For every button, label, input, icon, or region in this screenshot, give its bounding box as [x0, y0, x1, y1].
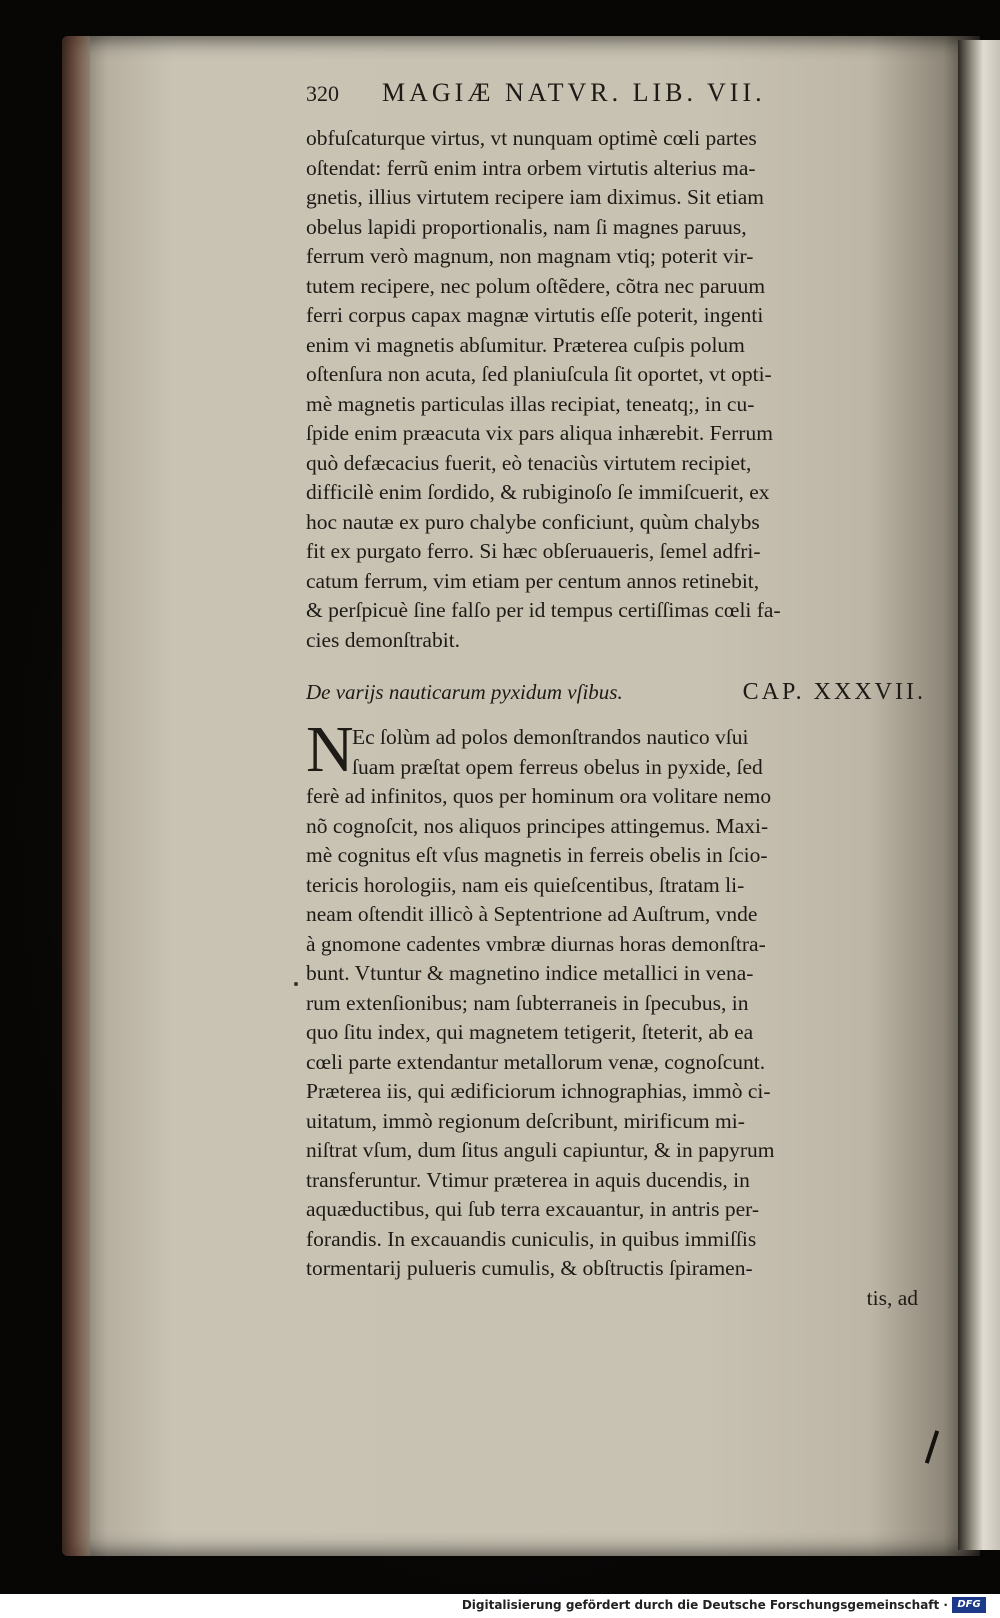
text-line: rum extenſionibus; nam ſubterraneis in ſpecubus, in [306, 990, 749, 1015]
text-line: nõ cognoſcit, nos aliquos principes attingemus. Maxi- [306, 813, 769, 838]
text-line: Præterea iis, qui ædificiorum ichnographias, immò ci- [306, 1079, 771, 1103]
text-line: mè cognitus eſt vſus magnetis in ferreis obelis in ſcio- [306, 843, 768, 867]
text-line: tericis horologiis, nam eis quieſcentibus, ſtratam li- [306, 872, 745, 897]
text-line: ferri corpus capax magnæ virtutis eſſe poterit, ingenti [306, 303, 764, 327]
running-title: MAGIÆ NATVR. LIB. VII. [382, 78, 766, 107]
page-text [306, 78, 926, 1313]
chapter-paragraph [306, 713, 926, 1313]
drop-cap: N [306, 713, 354, 786]
text-line: oſtenſura non acuta, ſed planiuſcula ſit oportet, vt opti- [306, 362, 772, 386]
text-line: enim vi magnetis abſumitur. Præterea cuſpis polum [306, 332, 745, 357]
text-line: transferuntur. Vtimur præterea in aquis ducendis, in [306, 1167, 750, 1192]
binding-edge [62, 36, 90, 1556]
text-line: tormentarij pulueris cumulis, & obſtructis ſpiramen- [306, 1256, 753, 1280]
text-line: ferè ad infinitos, quos per hominum ora volitare nemo [306, 784, 772, 808]
margin-mark [294, 982, 298, 986]
text-line: forandis. In excauandis cuniculis, in quibus immiſſis [306, 1226, 757, 1251]
text-line: uitatum, immò regionum deſcribunt, mirificum mi- [306, 1108, 745, 1133]
catchword: tis, ad [866, 1285, 918, 1310]
page-number: 320 [306, 81, 339, 106]
page-fore-edge [958, 40, 1000, 1550]
chapter-heading [306, 679, 926, 713]
text-line: quò defæcacius fuerit, eò tenaciùs virtutem recipiet, [306, 450, 752, 475]
funding-credit: Digitalisierung gefördert durch die Deutsche Forschungsgemeinschaft · [461, 1598, 948, 1612]
text-line: catum ferrum, vim etiam per centum annos retinebit, [306, 568, 760, 593]
text-line: cœli parte extendantur metallorum venæ, cognoſcunt. [306, 1049, 766, 1074]
text-line: neam oſtendit illicò à Septentrione ad Auſtrum, vnde [306, 902, 758, 926]
text-line: cies demonſtrabit. [306, 627, 461, 652]
text-line: fit ex purgato ferro. Si hæc obſeruaueris, ſemel adfri- [306, 539, 761, 563]
page-header [306, 78, 926, 120]
text-line: bunt. Vtuntur & magnetino indice metallici in vena- [306, 961, 754, 985]
text-line: oſtendat: ferrũ enim intra orbem virtutis alterius ma- [306, 155, 756, 180]
text-line: ſuam præſtat opem ferreus obelus in pyxide, ſed [352, 754, 763, 779]
text-line: & perſpicuè ſine falſo per id tempus certiſſimas cœli fa- [306, 598, 781, 622]
chapter-title: De varijs nauticarum pyxidum vſibus. [306, 680, 623, 704]
chapter-number: CAP. XXXVII. [742, 679, 926, 705]
text-line: difficilè enim ſordido, & rubiginoſo ſe immiſcuerit, ex [306, 480, 770, 504]
text-line: gnetis, illius virtutem recipere iam diximus. Sit etiam [306, 185, 764, 209]
dfg-logo: DFG [952, 1597, 986, 1613]
text-line: Ec ſolùm ad polos demonſtrandos nautico vſui [352, 725, 749, 749]
text-line: ferrum verò magnum, non magnam vtiq; poterit vir- [306, 244, 754, 268]
text-line: quo ſitu index, qui magnetem tetigerit, ſteterit, ab ea [306, 1020, 754, 1044]
text-line: niſtrat vſum, dum ſitus anguli capiuntur, & in papyrum [306, 1138, 775, 1162]
paragraph-continuation [306, 124, 926, 655]
text-line: tutem recipere, nec polum oſtẽdere, cõtra nec paruum [306, 273, 766, 298]
text-line: aquæductibus, qui ſub terra excauantur, in antris per- [306, 1197, 760, 1221]
text-line: à gnomone cadentes vmbræ diurnas horas demonſtra- [306, 931, 766, 956]
text-line: mè magnetis particulas illas recipiat, teneatq;, in cu- [306, 391, 755, 416]
text-line: obelus lapidi proportionalis, nam ſi magnes paruus, [306, 214, 747, 239]
text-line: hoc nautæ ex puro chalybe conficiunt, quùm chalybs [306, 509, 760, 534]
text-line: ſpide enim præacuta vix pars aliqua inhærebit. Ferrum [306, 421, 773, 445]
text-line: obfuſcaturque virtus, vt nunquam optimè cœli partes [306, 126, 757, 150]
